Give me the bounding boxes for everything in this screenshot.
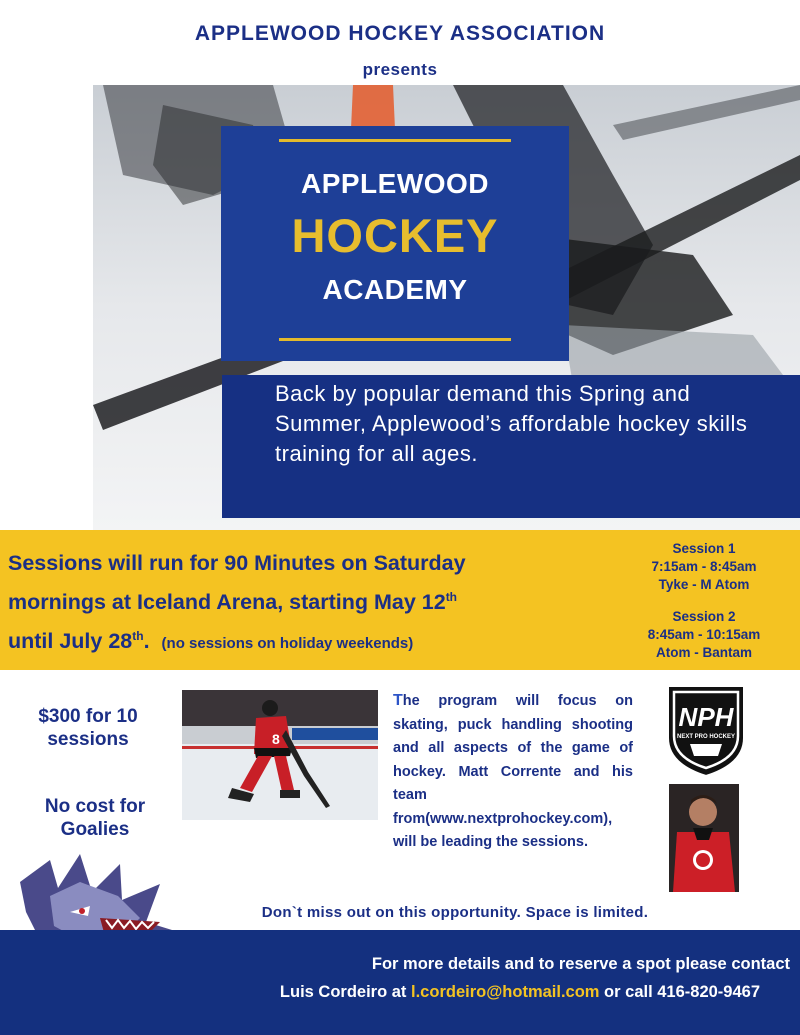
session-1-time: 7:15am - 8:45am	[651, 559, 757, 574]
holiday-note: (no sessions on holiday weekends)	[161, 635, 414, 653]
contact-email[interactable]: l.cordeiro@hotmail.com	[411, 983, 600, 1001]
gold-rule-top	[279, 139, 511, 142]
program-first-letter: T	[393, 692, 403, 709]
footer-contact-details: Luis Cordeiro at l.cordeiro@hotmail.com or call 416-820-9467	[279, 983, 760, 1001]
session-2-name: Session 2	[672, 609, 736, 624]
program-text: he program will focus on skating, puck handling shooting and all aspects of the game of hockey. Matt Corrente and his team from(www.nextprohockey.com), will be leading the sessions.	[393, 693, 633, 850]
goalies-text: No cost for Goalies	[44, 796, 146, 840]
nph-subtext: NEXT PRO HOCKEY	[676, 734, 736, 740]
player-skating-art	[182, 690, 378, 820]
title-hockey: HOCKEY	[291, 209, 499, 262]
popular-demand-text: Back by popular demand this Spring and Summer, Applewood’s affordable hockey skills training for all ages.	[275, 381, 748, 466]
price-text: $300 for 10 sessions	[38, 706, 138, 750]
session-line-3: until July 28th. (no sessions on holiday weekends)	[8, 629, 414, 654]
footer-contact-line: For more details and to reserve a spot please contact	[371, 955, 790, 973]
nph-logo	[660, 680, 752, 780]
org-title: APPLEWOOD HOCKEY ASSOCIATION	[194, 22, 606, 45]
coach-photo	[669, 784, 739, 892]
session-line-2: mornings at Iceland Arena, starting May 12th	[8, 590, 458, 615]
popular-demand-box	[222, 375, 800, 518]
session-2-ages: Atom - Bantam	[655, 645, 752, 660]
session-line-1: Sessions will run for 90 Minutes on Saturday	[8, 551, 466, 575]
title-applewood: APPLEWOOD	[300, 168, 490, 199]
nph-letters: NPH	[678, 702, 734, 732]
presents-label: presents	[362, 60, 438, 79]
player-skating-photo	[182, 690, 378, 820]
title-academy: ACADEMY	[322, 274, 468, 305]
academy-title-box	[221, 126, 569, 361]
session-2-time: 8:45am - 10:15am	[647, 627, 761, 642]
dont-miss-text: Don`t miss out on this opportunity. Space is limited.	[261, 904, 649, 921]
session-1-block	[608, 540, 800, 594]
program-description	[393, 689, 633, 855]
gold-rule-bottom	[279, 338, 511, 341]
session-band	[0, 530, 800, 670]
session-1-ages: Tyke - M Atom	[658, 577, 750, 592]
jersey-number: 8	[272, 731, 280, 747]
session-details	[8, 546, 608, 661]
session-1-name: Session 1	[672, 541, 736, 556]
session-2-block	[608, 608, 800, 662]
